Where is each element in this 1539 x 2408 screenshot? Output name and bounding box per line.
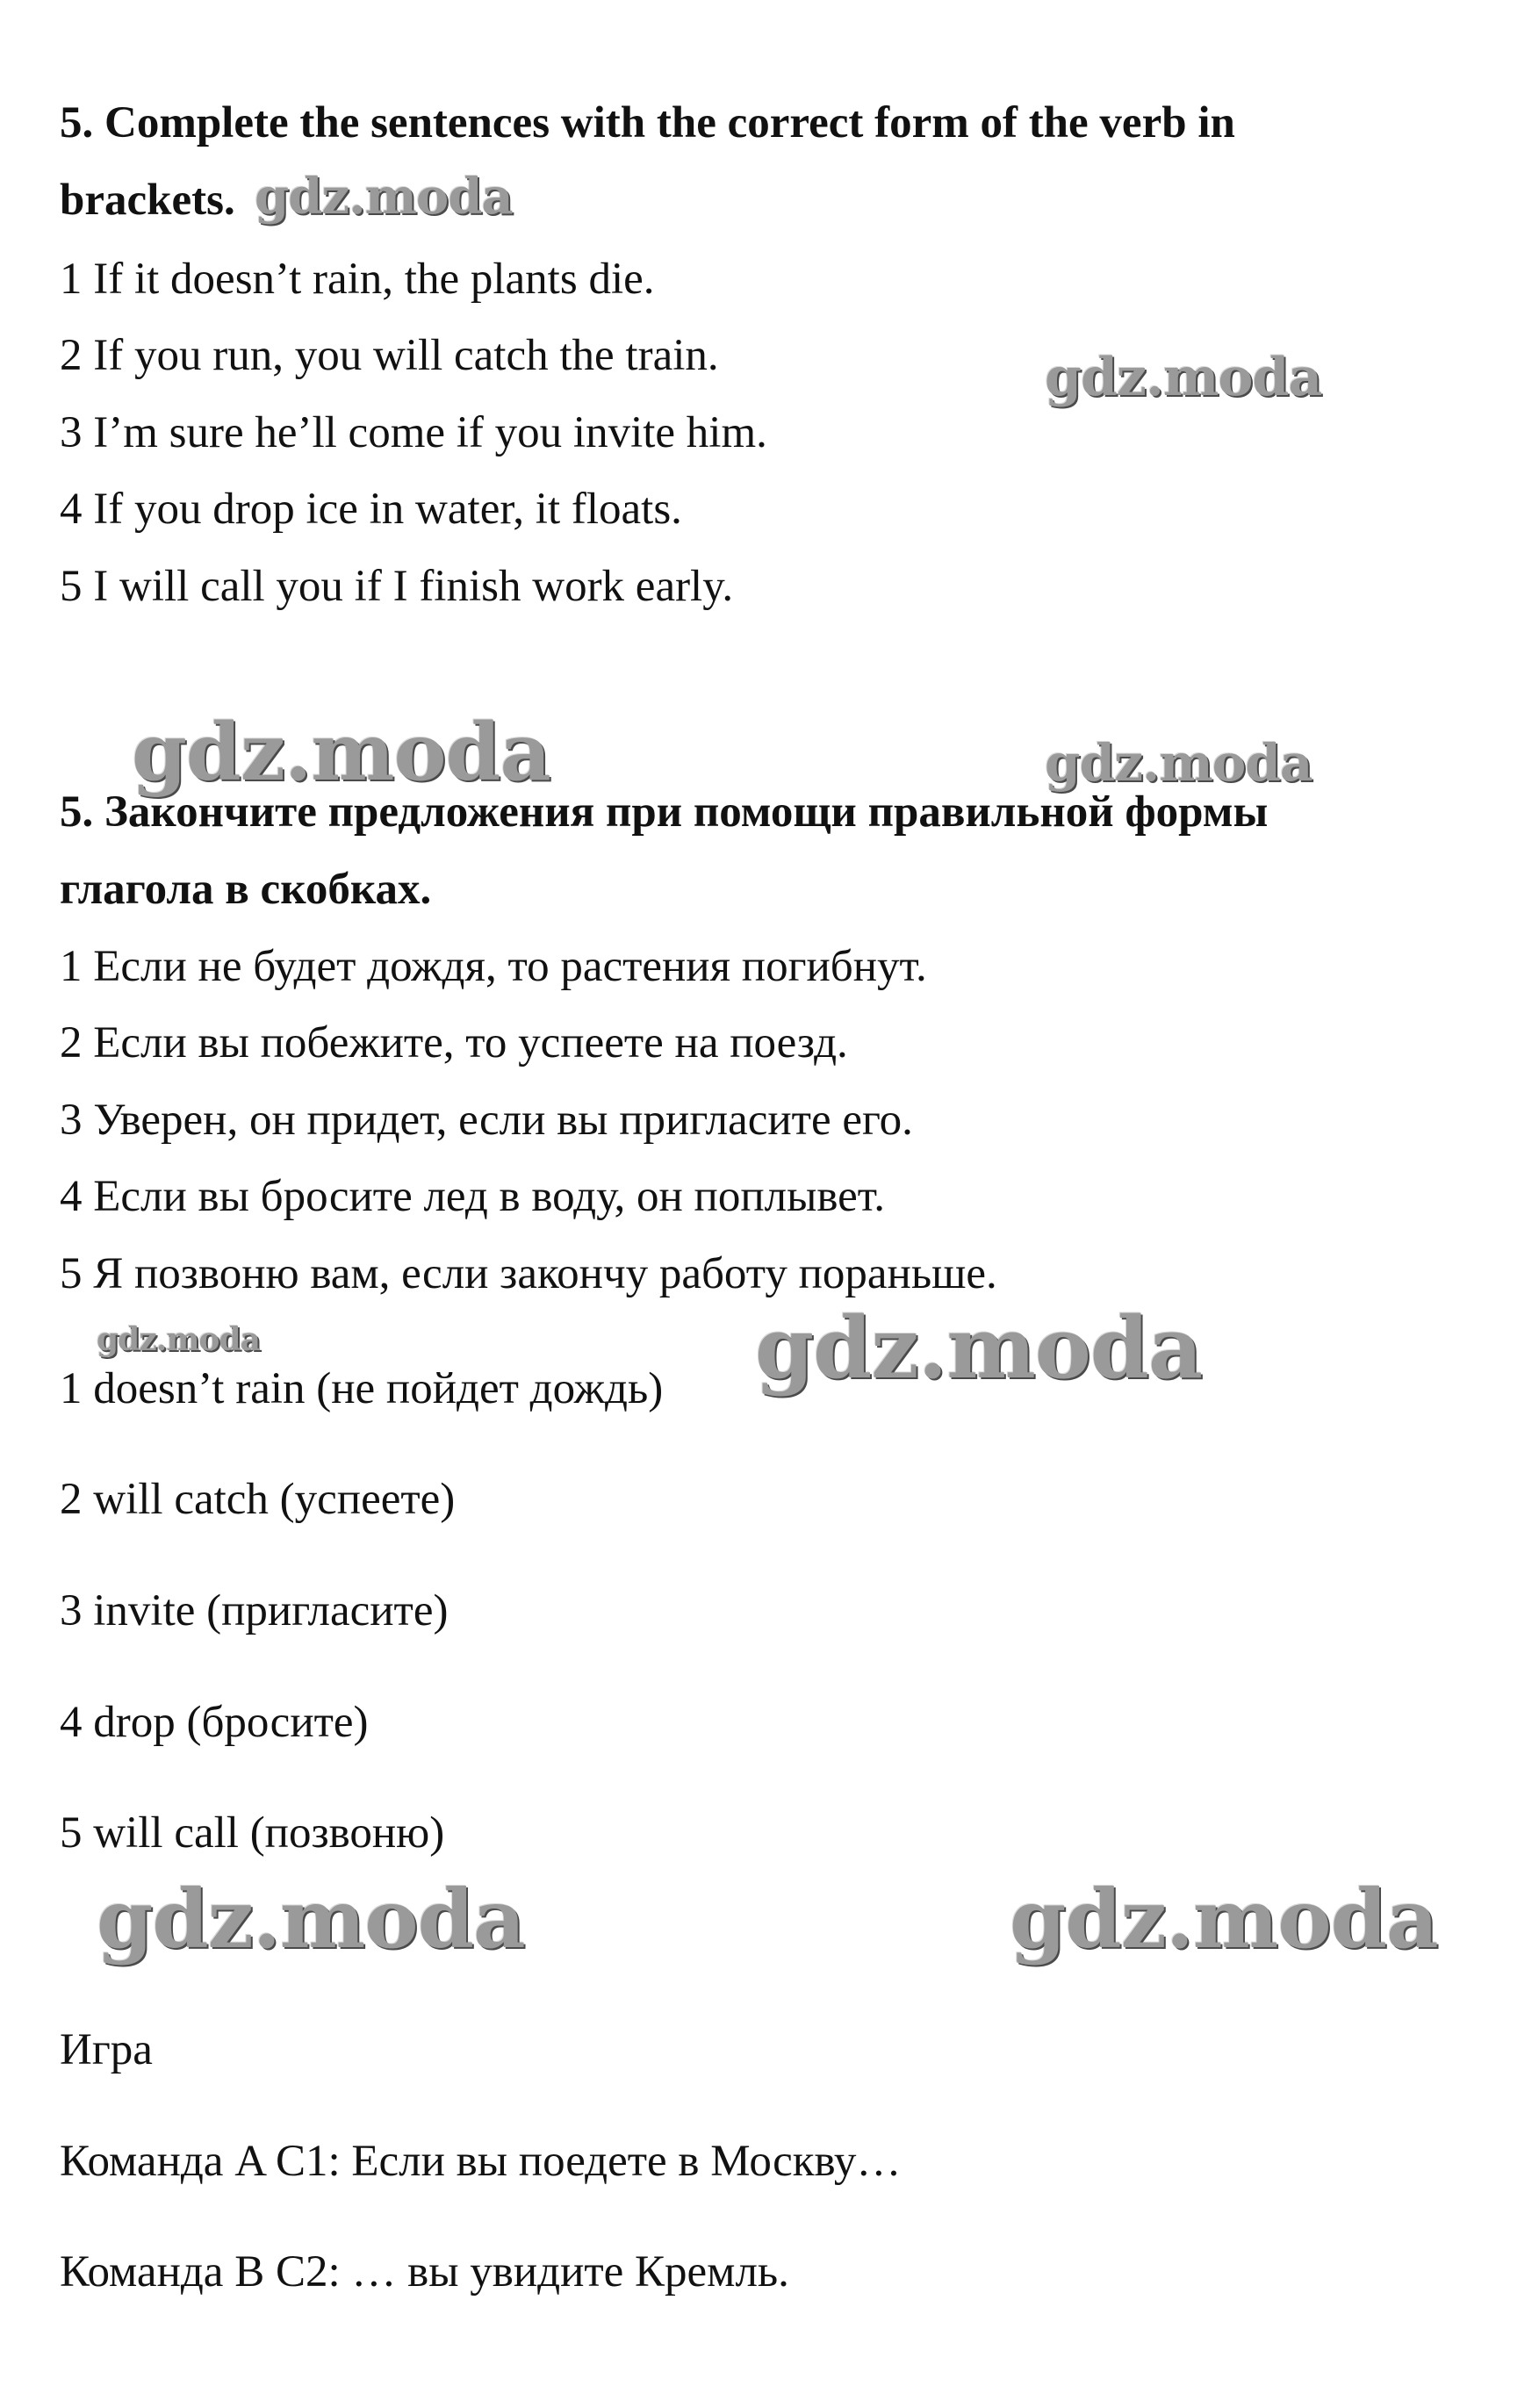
game-line: Команда B C2: … вы увидите Кремль. bbox=[60, 2247, 789, 2297]
answer-item: 1 doesn’t rain (не пойдет дождь) bbox=[60, 1364, 664, 1413]
watermark-logo: gdz.moda bbox=[97, 1321, 260, 1358]
english-sentence: 3 I’m sure he’ll come if you invite him. bbox=[60, 408, 767, 457]
watermark-logo: gdz.moda bbox=[1010, 1872, 1438, 1966]
watermark-logo: gdz.moda bbox=[1045, 733, 1312, 793]
answer-item: 2 will catch (успеете) bbox=[60, 1475, 456, 1524]
russian-sentence: 1 Если не будет дождя, то растения погибнут. bbox=[60, 942, 927, 991]
watermark-logo: gdz.moda bbox=[132, 706, 550, 799]
exercise-title-english-line1: 5. Complete the sentences with the correct form of the verb in bbox=[60, 98, 1235, 147]
watermark-logo: gdz.moda bbox=[255, 168, 513, 226]
english-sentence: 2 If you run, you will catch the train. bbox=[60, 331, 719, 380]
game-heading: Игра bbox=[60, 2025, 153, 2074]
russian-sentence: 2 Если вы побежите, то успеете на поезд. bbox=[60, 1018, 848, 1067]
answer-item: 4 drop (бросите) bbox=[60, 1698, 369, 1747]
watermark-logo: gdz.moda bbox=[1045, 347, 1322, 408]
russian-sentence: 4 Если вы бросите лед в воду, он поплывет. bbox=[60, 1172, 885, 1221]
exercise-title-russian-line1: 5. Закончите предложения при помощи правильной формы bbox=[60, 787, 1269, 837]
english-sentence: 1 If it doesn’t rain, the plants die. bbox=[60, 255, 655, 304]
english-sentence: 5 I will call you if I finish work early. bbox=[60, 562, 734, 611]
watermark-logo: gdz.moda bbox=[755, 1298, 1203, 1398]
game-line: Команда A C1: Если вы поедете в Москву… bbox=[60, 2137, 902, 2186]
answer-item: 5 will call (позвоню) bbox=[60, 1808, 445, 1858]
answer-item: 3 invite (пригласите) bbox=[60, 1586, 449, 1635]
russian-sentence: 5 Я позвоню вам, если закончу работу пораньше. bbox=[60, 1249, 997, 1298]
exercise-title-english-line2: brackets. bbox=[60, 176, 235, 225]
russian-sentence: 3 Уверен, он придет, если вы пригласите его. bbox=[60, 1096, 913, 1145]
english-sentence: 4 If you drop ice in water, it floats. bbox=[60, 485, 682, 534]
watermark-logo: gdz.moda bbox=[97, 1872, 525, 1966]
exercise-title-russian-line2: глагола в скобках. bbox=[60, 865, 432, 914]
